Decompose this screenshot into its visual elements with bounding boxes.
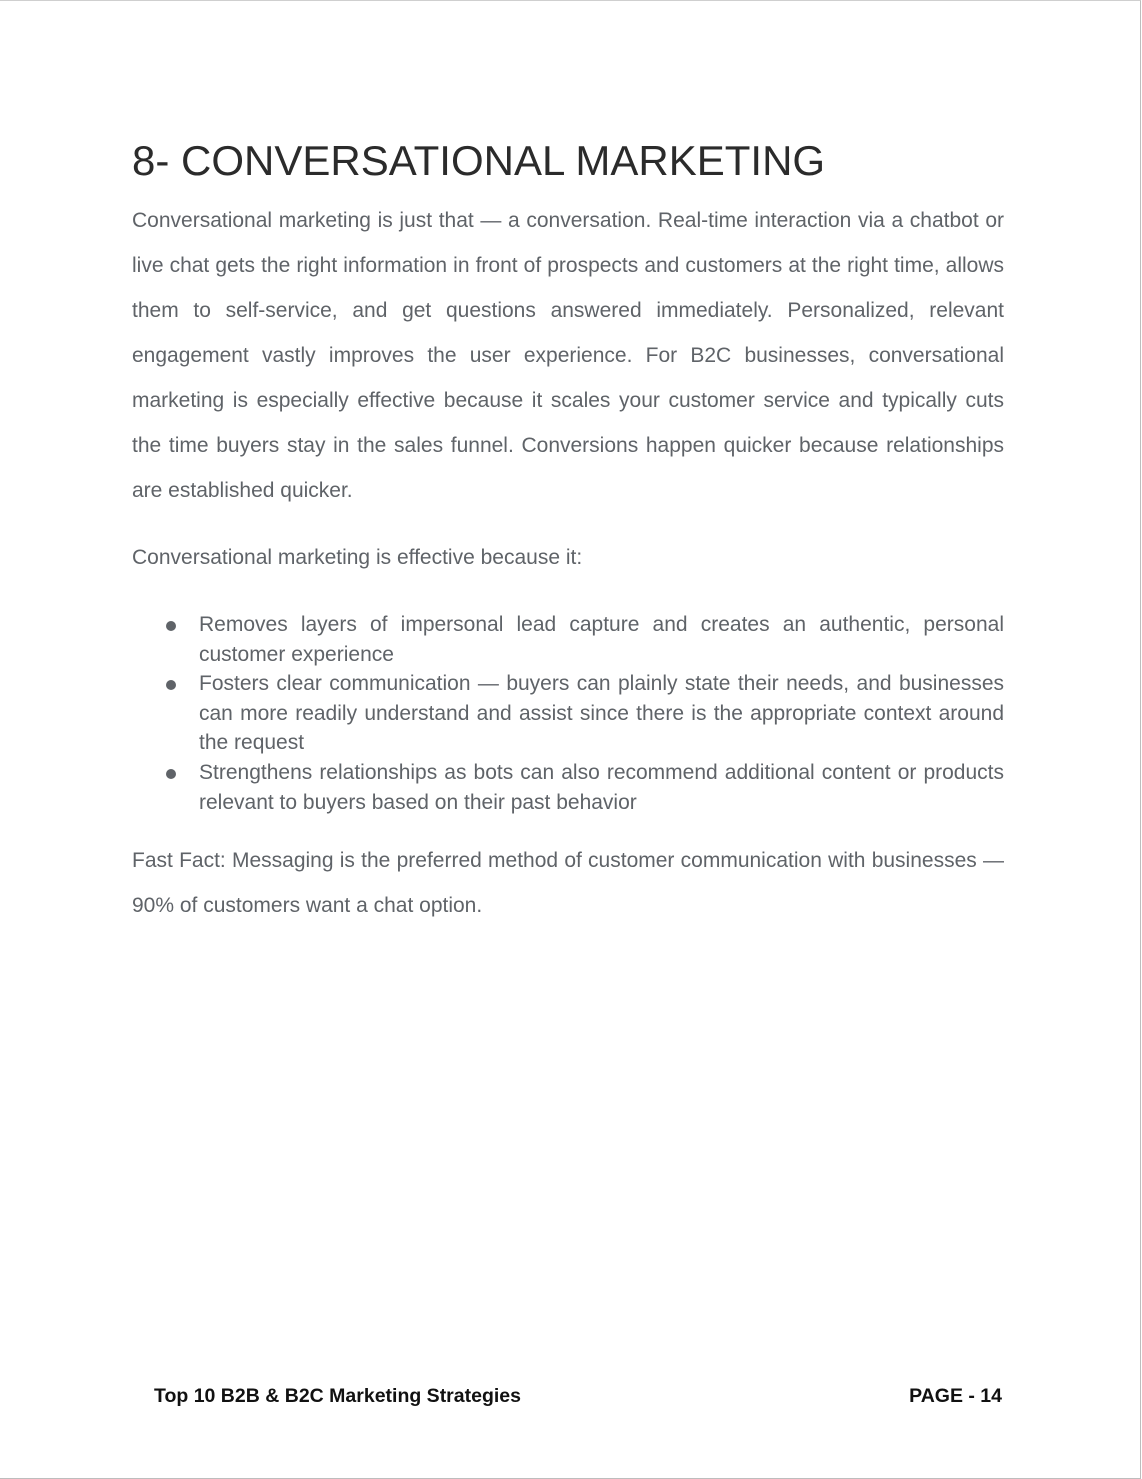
bullet-icon	[166, 769, 176, 779]
benefits-list	[199, 610, 1004, 817]
fast-fact-paragraph: Fast Fact: Messaging is the preferred method of customer communication with businesses — 90% of customers want a chat option.	[132, 849, 1004, 917]
list-item-text: Removes layers of impersonal lead capture and creates an authentic, personal customer experience	[199, 613, 1004, 666]
list-item-text: Strengthens relationships as bots can also recommend additional content or products relevant to buyers based on their past behavior	[199, 760, 1004, 814]
list-item-text: Fosters clear communication — buyers can plainly state their needs, and businesses can more readily understand and assist since there is the appropriate context around the request	[199, 672, 1004, 755]
lead-in-paragraph: Conversational marketing is effective because it:	[132, 546, 583, 569]
bullet-icon	[166, 621, 176, 631]
intro-paragraph: Conversational marketing is just that — a conversation. Real-time interaction via a chatbot or live chat gets the right information in front of prospects and customers at the right time, allows them to self-service, and get questions answered immediately. Personalized, relevant engagement vastly improves the user experience. For B2C businesses, conversational marketing is especially effective because it scales your customer service and typically cuts the time buyers stay in the sales funnel. Conversions happen quicker because relationships are established quicker.	[132, 209, 1004, 502]
bullet-icon	[166, 680, 176, 690]
list-item	[199, 669, 1004, 758]
list-item	[199, 610, 1004, 669]
section-heading: 8- CONVERSATIONAL MARKETING	[132, 137, 826, 184]
footer-document-title: Top 10 B2B & B2C Marketing Strategies	[154, 1385, 521, 1407]
footer-page-number: PAGE - 14	[909, 1385, 1002, 1407]
list-item	[199, 758, 1004, 817]
